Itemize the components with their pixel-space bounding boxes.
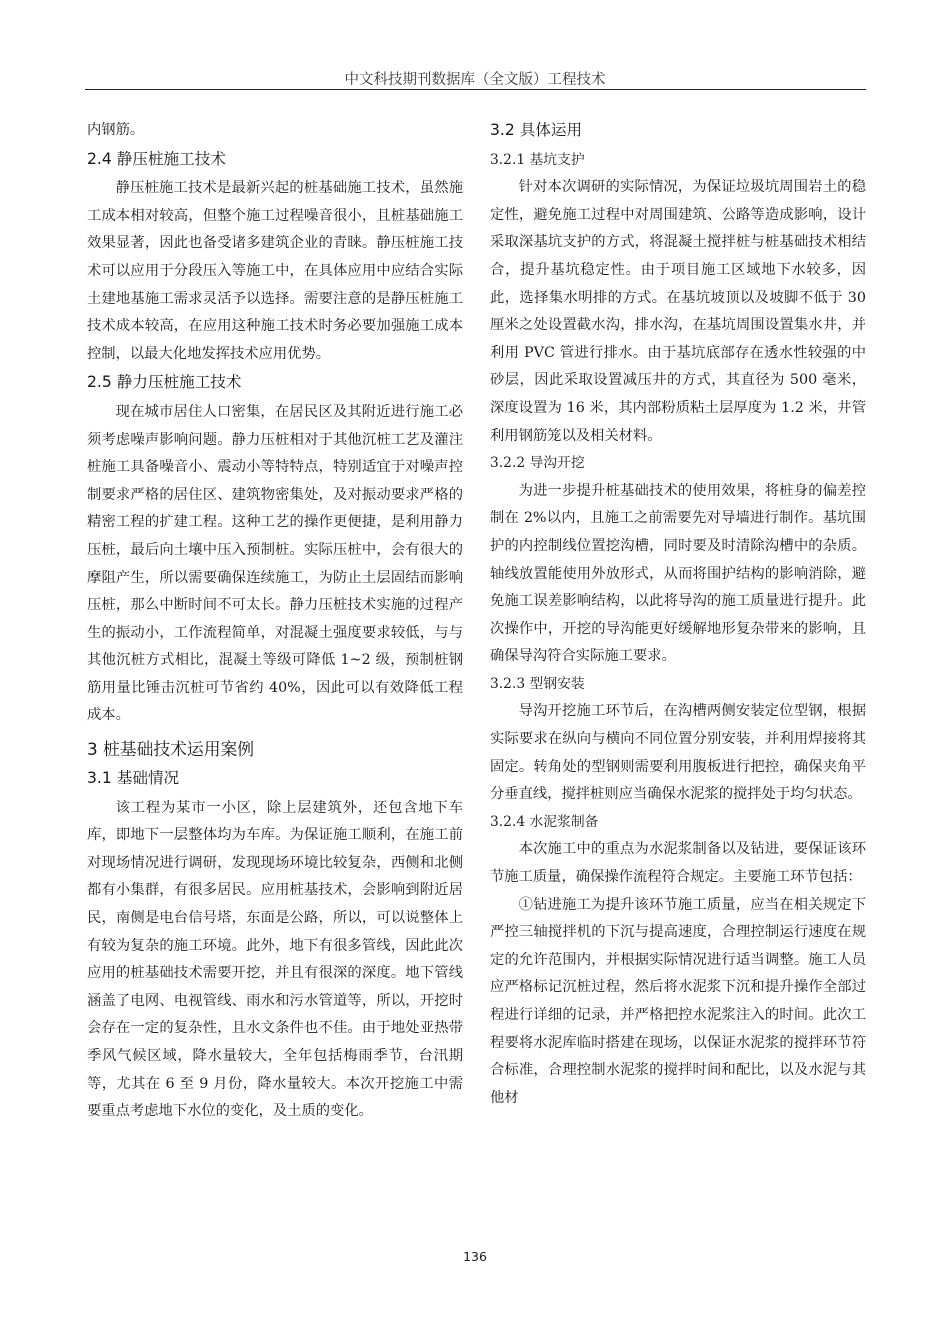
- paragraph-3-2-4-item-1: ①钻进施工为提升该环节施工质量，应当在相关规定下严控三轴搅拌机的下沉与提高速度，合理控制运行速度在规定的允许范围内，并根据实际情况进行适当调整。施工人员应严格标记沉桩过程，然后将水泥浆下沉和提升操作全部过程进行详细的记录，并严格把控水泥浆注入的时间。此次工程要将水泥库临时搭建在现场，以保证水泥浆的搅拌环节符合标准，合理控制水泥浆的搅拌时间和配比，以及水泥与其他材: [490, 896, 866, 1106]
- subsection-heading-3-2-3: 3.2.3 型钢安装: [490, 675, 585, 692]
- section-heading-2-4: 2.4 静压桩施工技术: [87, 149, 226, 168]
- section-heading-3-2: 3.2 具体运用: [490, 121, 583, 139]
- header-rule: [85, 89, 866, 90]
- carry-over-text: 内钢筋。: [87, 122, 145, 138]
- section-heading-3-1: 3.1 基础情况: [87, 769, 180, 788]
- section-heading-3: 3 桩基础技术运用案例: [87, 739, 255, 760]
- running-header: 中文科技期刊数据库（全文版）工程技术: [344, 72, 606, 88]
- paragraph-2-4: 静压桩施工技术是最新兴起的桩基础施工技术，虽然施工成本相对较高，但整个施工过程噪音很小，且桩基础施工效果显著，因此也备受诸多建筑企业的青睐。静压桩施工技术可以应用于分段压入等施工中，在具体应用中应结合实际土建地基施工需求灵活予以选择。需要注意的是静压桩施工技术成本较高，在应用这种施工技术时务必要加强施工成本控制，以最大化地发挥技术应用优势。: [87, 180, 463, 362]
- page-number: 136: [463, 1249, 487, 1264]
- right-column: [490, 117, 866, 1112]
- paragraph-3-1: 该工程为某市一小区，除上层建筑外，还包含地下车库，即地下一层整体均为车库。为保证施工顺利，在施工前对现场情况进行调研，发现现场环境比较复杂，西侧和北侧都有小集群，有很多居民。应用桩基技术，会影响到附近居民，南侧是电台信号塔，东面是公路，所以，可以说整体上有较为复杂的施工环境。此外，地下有很多管线，因此此次应用的桩基础技术需要开挖，并且有很深的深度。地下管线涵盖了电网、电视管线、雨水和污水管道等，所以，开挖时会存在一定的复杂性，且水文条件也不佳。由于地处亚热带季风气候区域，降水量较大，全年包括梅雨季节，台汛期等，尤其在 6 至 9 月份，降水量较大。本次开挖施工中需要重点考虑地下水位的变化，及土质的变化。: [87, 799, 463, 1120]
- paragraph-3-2-4-intro: 本次施工中的重点为水泥浆制备以及钻进，要保证该环节施工质量，确保操作流程符合规定。主要施工环节包括：: [490, 841, 866, 886]
- paragraph-3-2-1: 针对本次调研的实际情况，为保证垃圾坑周围岩土的稳定性，避免施工过程中对周围建筑、公路等造成影响，设计采取深基坑支护的方式，将混凝土搅拌桩与桩基础技术相结合，提升基坑稳定性。由于项目施工区域地下水较多，因此，选择集水明排的方式。在基坑坡顶以及坡脚不低于 30 厘米之处设置截水沟，排水沟，在基坑周围设置集水井，并利用 PVC 管进行排水。由于基坑底部存在透水性较强的中砂层，因此采取设置减压井的方式，其直径为 500 毫米，深度设置为 16 米，其内部粉质粘土层厚度为 1.2 米，井管利用钢筋笼以及相关材料。: [490, 179, 866, 444]
- paragraph-3-2-2: 为进一步提升桩基础技术的使用效果，将桩身的偏差控制在 2%以内，且施工之前需要先对导墙进行制作。基坑围护的内控制线位置挖沟槽，同时要及时清除沟槽中的杂质。轴线放置能使用外放形式，从而将围护结构的影响消除，避免施工误差影响结构，以此将导沟的施工质量进行提升。此次操作中，开挖的导沟能更好缓解地形复杂带来的影响，且确保导沟符合实际施工要求。: [490, 482, 866, 665]
- paragraph-3-2-3: 导沟开挖施工环节后，在沟槽两侧安装定位型钢，根据实际要求在纵向与横向不同位置分别安装，并利用焊接将其固定。转角处的型钢则需要利用腹板进行把控，确保夹角平分垂直线，搅拌桩则应当确保水泥浆的搅拌处于均匀状态。: [490, 703, 866, 803]
- subsection-heading-3-2-1: 3.2.1 基坑支护: [490, 151, 585, 168]
- left-column: [87, 117, 463, 1126]
- paragraph-2-5: 现在城市居住人口密集，在居民区及其附近进行施工必须考虑噪声影响问题。静力压桩相对于其他沉桩工艺及灌注桩施工具备噪音小、震动小等特特点，特别适宜于对噪声控制要求严格的居住区、建筑物密集处，及对振动要求严格的精密工程的扩建工程。这种工艺的操作更便捷，是利用静力压桩，最后向土壤中压入预制桩。实际压桩中，会有很大的摩阻产生，所以需要确保连续施工，为防止土层固结而影响压桩，那么中断时间不可太长。静力压桩技术实施的过程产生的振动小，工作流程简单，对混凝土强度要求较低，与与其他沉桩方式相比，混凝土等级可降低 1~2 级，预制桩钢筋用量比锤击沉桩可节省约 40%，因此可以有效降低工程成本。: [87, 403, 463, 724]
- section-heading-2-5: 2.5 静力压桩施工技术: [87, 373, 242, 392]
- subsection-heading-3-2-4: 3.2.4 水泥浆制备: [490, 813, 599, 830]
- subsection-heading-3-2-2: 3.2.2 导沟开挖: [490, 455, 585, 472]
